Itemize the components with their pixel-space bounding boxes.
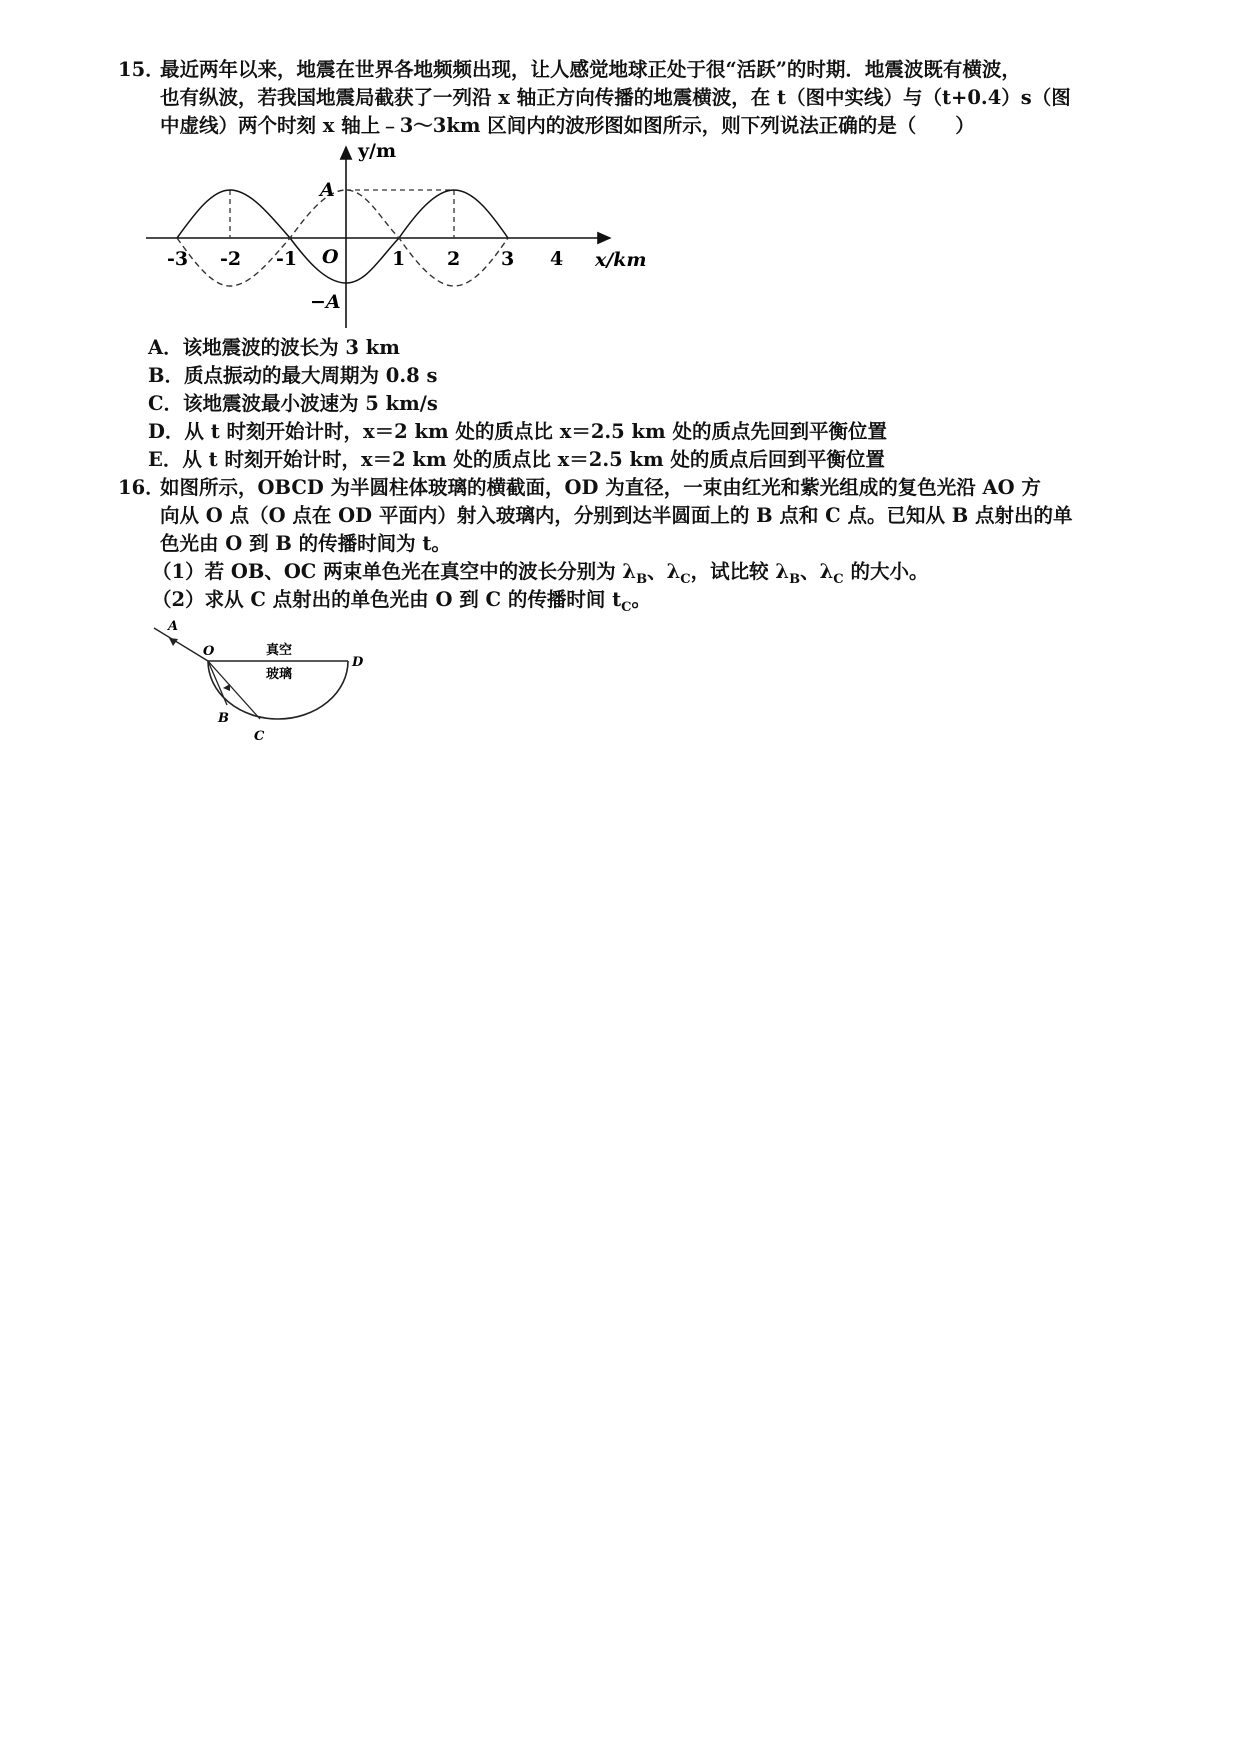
amplitude-label-negative: −A [310, 291, 341, 313]
tick-label: 2 [447, 248, 461, 270]
tick-label: 1 [392, 248, 406, 270]
question-text-line: 如图所示，OBCD 为半圆柱体玻璃的横截面，OD 为直径，一束由红光和紫光组成的复色光沿 AO 方 [160, 476, 1041, 499]
tick-label: 3 [501, 248, 515, 270]
question-number: 16． [118, 476, 165, 499]
option-a: A．该地震波的波长为 3 km [148, 336, 400, 359]
y-axis-label: y/m [358, 140, 397, 162]
amplitude-label-positive: A [320, 179, 335, 201]
wave-figure [140, 140, 647, 335]
question-text-line: 向从 O 点（O 点在 OD 平面内）射入玻璃内，分别到达半圆面上的 B 点和 C 点。已知从 B 点射出的单 [160, 504, 1073, 527]
option-d: D．从 t 时刻开始计时，x＝2 km 处的质点比 x＝2.5 km 处的质点先回到平衡位置 [148, 420, 887, 443]
question-text-line: 最近两年以来，地震在世界各地频频出现，让人感觉地球正处于很“活跃”的时期．地震波既有横波， [160, 58, 1021, 81]
incident-ray-ao [154, 628, 208, 661]
option-c: C．该地震波最小波速为 5 km/s [148, 392, 438, 415]
sub-question-2: （2）求从 C 点射出的单色光由 O 到 C 的传播时间 $t_C$。 [152, 588, 651, 615]
tick-label: 4 [550, 248, 564, 270]
point-label-b: B [218, 711, 229, 726]
ray-oc [208, 661, 260, 719]
tick-label: -3 [167, 248, 189, 270]
option-b: B．质点振动的最大周期为 0.8 s [148, 364, 438, 387]
point-label-d: D [352, 655, 364, 670]
tick-label: -2 [220, 248, 242, 270]
question-text-line: 色光由 O 到 B 的传播时间为 t。 [160, 532, 451, 555]
question-text-line: 中虚线）两个时刻 x 轴上﹣3～3km 区间内的波形图如图所示，则下列说法正确的是（ ） [160, 114, 975, 137]
tick-label: -1 [276, 248, 298, 270]
question-16 [118, 474, 1138, 558]
question-15 [118, 56, 1138, 140]
region-label-vacuum: 真空 [266, 643, 293, 658]
point-label-c: C [254, 729, 265, 744]
ray-arrow [223, 684, 230, 691]
point-label-o: O [203, 644, 215, 659]
x-axis-label: x/km [595, 249, 647, 271]
origin-label: O [322, 246, 339, 268]
question-number: 15． [118, 58, 165, 81]
ray-ob [208, 661, 227, 705]
glass-semicircle-figure [140, 618, 380, 753]
point-label-a: A [168, 619, 179, 634]
option-e: E．从 t 时刻开始计时，x＝2 km 处的质点比 x＝2.5 km 处的质点后回到平衡位置 [148, 448, 885, 471]
region-label-glass: 玻璃 [266, 667, 293, 682]
question-text-line: 也有纵波，若我国地震局截获了一列沿 x 轴正方向传播的地震横波，在 t（图中实线）与（t+0.4）s（图 [160, 86, 1071, 109]
sub-question-1: （1）若 OB、OC 两束单色光在真空中的波长分别为 $\lambda_B$、$\lambda_C$，试比较 $\lambda_B$、$\lambda_C$ 的大小。 [152, 560, 929, 587]
